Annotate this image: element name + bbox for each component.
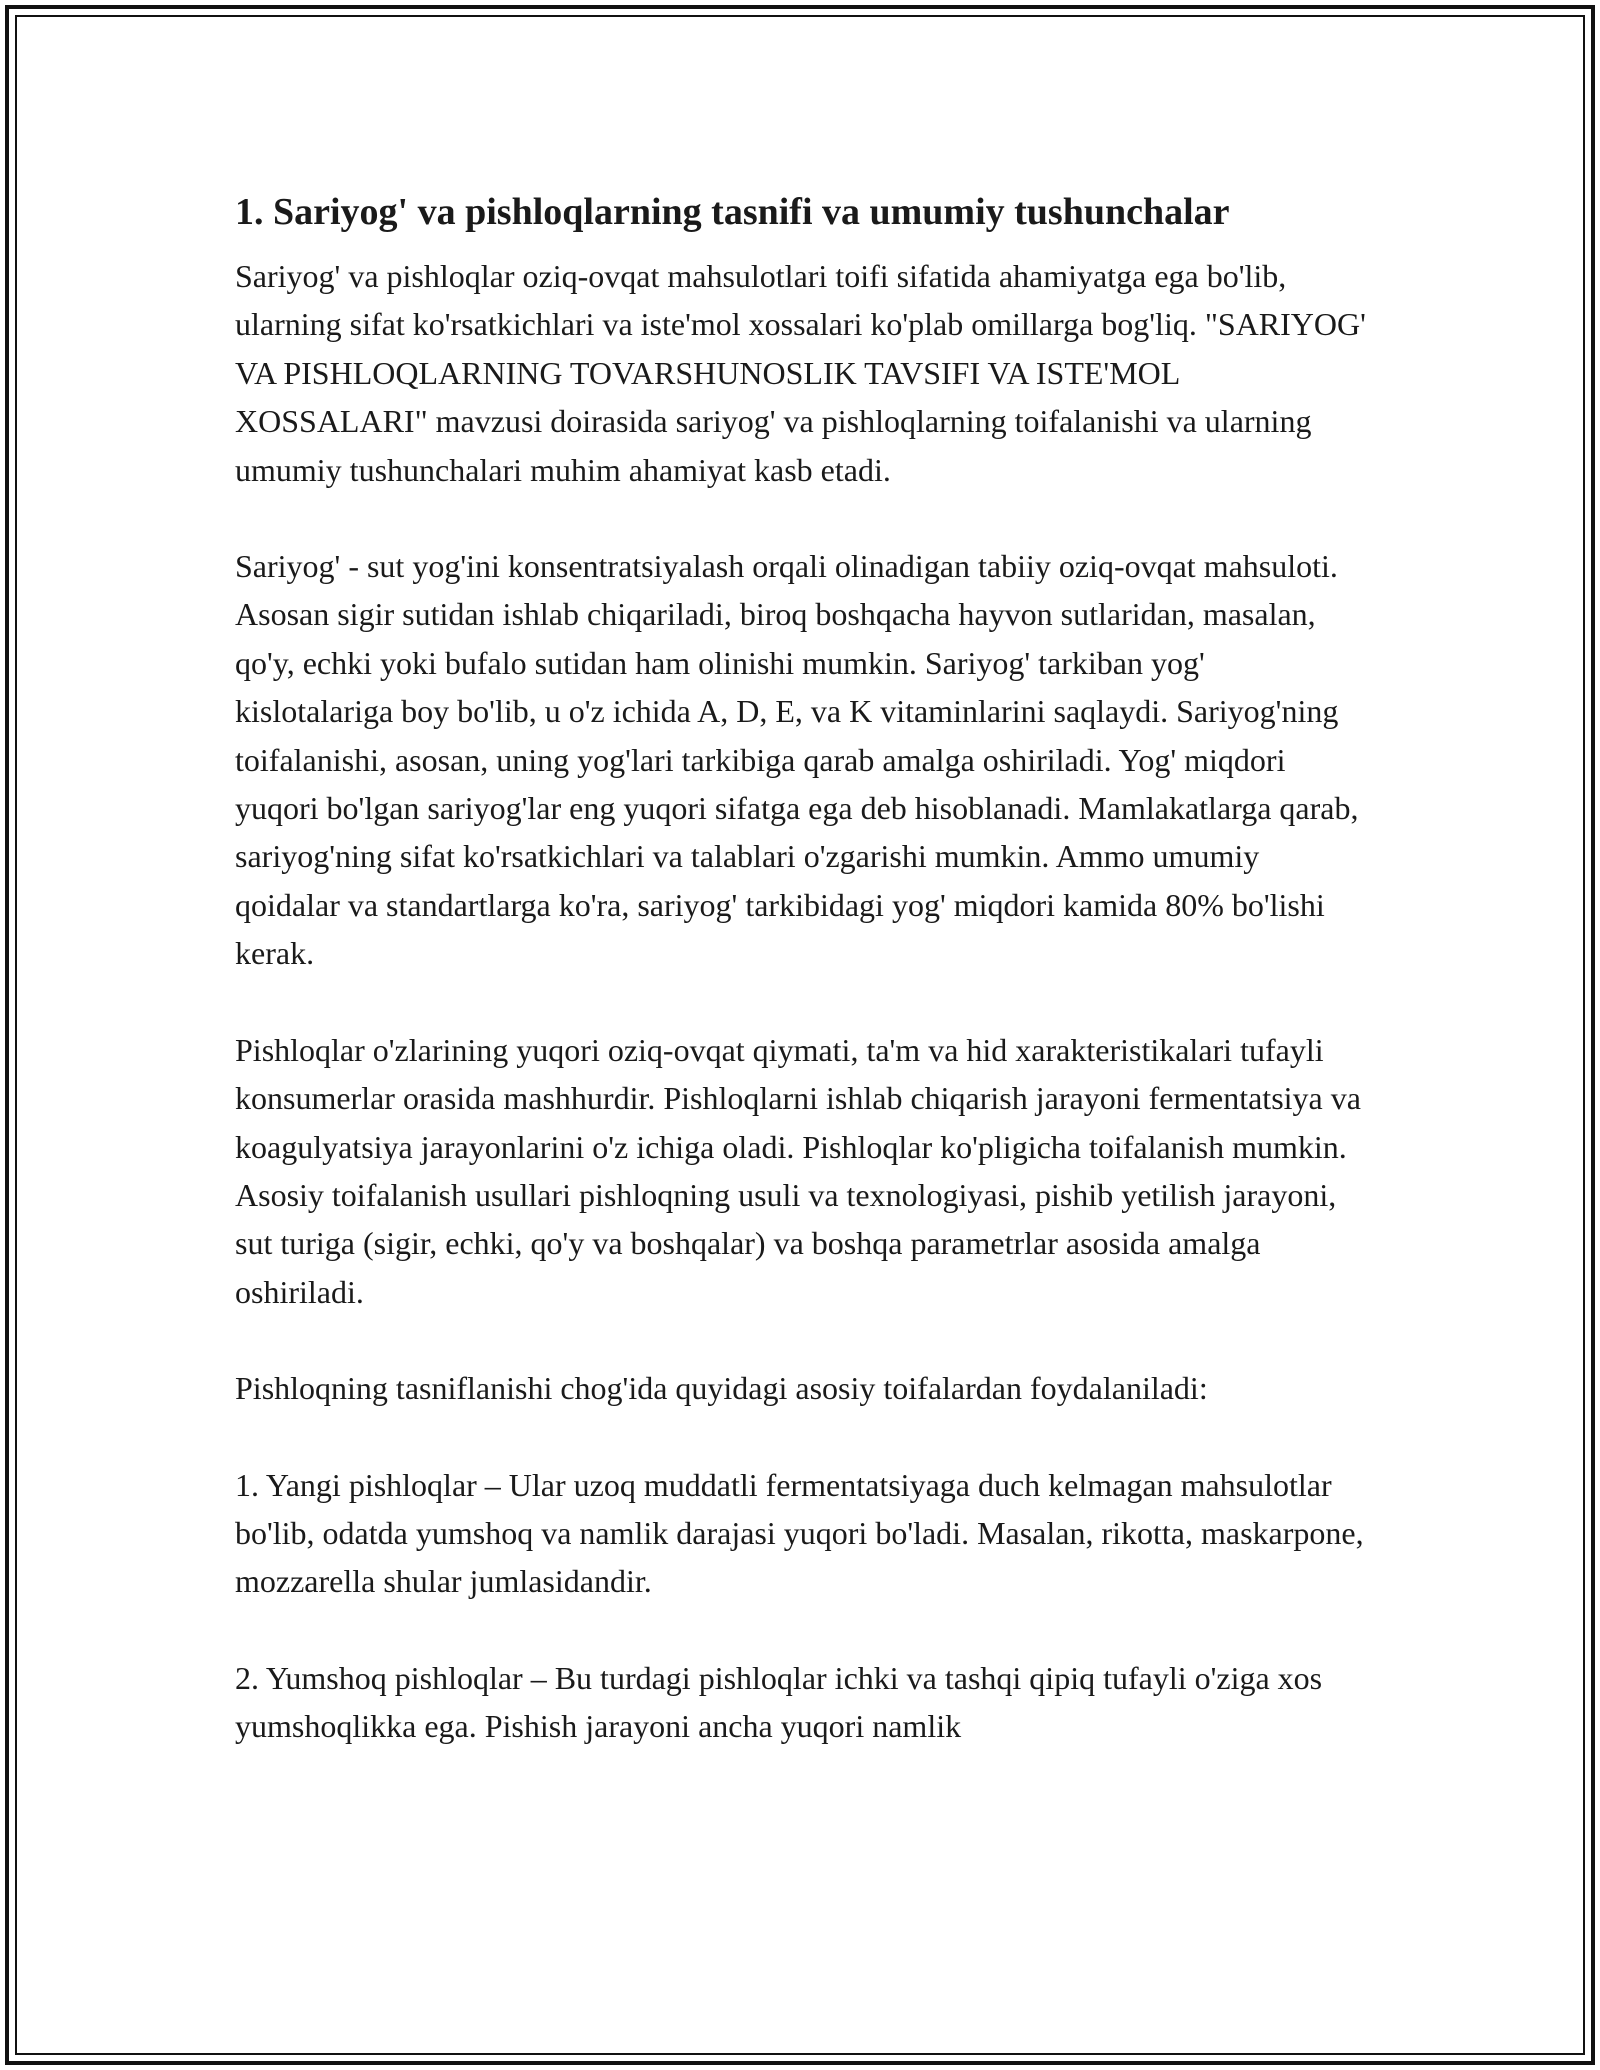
paragraph-butter: Sariyog' - sut yog'ini konsentratsiyalash orqali olinadigan tabiiy oziq-ovqat mahsuloti. Asosan sigir sutidan ishlab chiqariladi, biroq boshqacha hayvon sutlaridan, masalan, qo'y, echki yoki bufalo sutidan ham olinishi mumkin. Sariyog' tarkiban yog' kislotalariga boy bo'lib, u o'z ichida A, D, E, va K vitaminlarini saqlaydi. Sariyog'ning toifalanishi, asosan, uning yog'lari tarkibiga qarab amalga oshiriladi. Yog' miqdori yuqori bo'lgan sariyog'lar eng yuqori sifatga ega deb hisoblanadi. Mamlakatlarga qarab, sariyog'ning sifat ko'rsatkichlari va talablari o'zgarishi mumkin. Ammo umumiy qoidalar va standartlarga ko'ra, sariyog' tarkibidagi yog' miqdori kamida 80% bo'lishi kerak. (235, 548, 1359, 972)
paragraph-cheese: Pishloqlar o'zlarining yuqori oziq-ovqat qiymati, ta'm va hid xarakteristikalari tufayli konsumerlar orasida mashhurdir. Pishloqlarni ishlab chiqarish jarayoni fermentatsiya va koagulyatsiya jarayonlarini o'z ichiga oladi. Pishloqlar ko'pligicha toifalanish mumkin. Asosiy toifalanish usullari pishloqning usuli va texnologiyasi, pishib yetilish jarayoni, sut turiga (sigir, echki, qo'y va boshqalar) va boshqa parametrlar asosida amalga oshiriladi. (235, 1031, 1361, 1310)
document-page (235, 186, 1370, 1751)
list-item-soft-cheese: 2. Yumshoq pishloqlar – Bu turdagi pishloqlar ichki va tashqi qipiq tufayli o'ziga xos yumshoqlikka ega. Pishish jarayoni ancha yuqori namlik (235, 1659, 1323, 1745)
list-item-fresh-cheese: 1. Yangi pishloqlar – Ular uzoq muddatli fermentatsiyaga duch kelmagan mahsulotlar bo'lib, odatda yumshoq va namlik darajasi yuqori bo'ladi. Masalan, rikotta, maskarpone, mozzarella shular jumlasidandir. (235, 1466, 1364, 1600)
section-heading: 1. Sariyog' va pishloqlarning tasnifi va umumiy tushunchalar (235, 191, 1230, 233)
paragraph-classification-intro: Pishloqning tasniflanishi chog'ida quyidagi asosiy toifalardan foydalaniladi: (235, 1370, 1208, 1407)
paragraph-intro: Sariyog' va pishloqlar oziq-ovqat mahsulotlari toifi sifatida ahamiyatga ega bo'lib, ularning sifat ko'rsatkichlari va iste'mol xossalari ko'plab omillarga bog'liq. "SARIYOG' VA PISHLOQLARNING TOVARSHUNOSLIK TAVSIFI VA ISTE'MOL XOSSALARI" mavzusi doirasida sariyog' va pishloqlarning toifalanishi va ularning umumiy tushunchalari muhim ahamiyat kasb etadi. (235, 258, 1366, 488)
